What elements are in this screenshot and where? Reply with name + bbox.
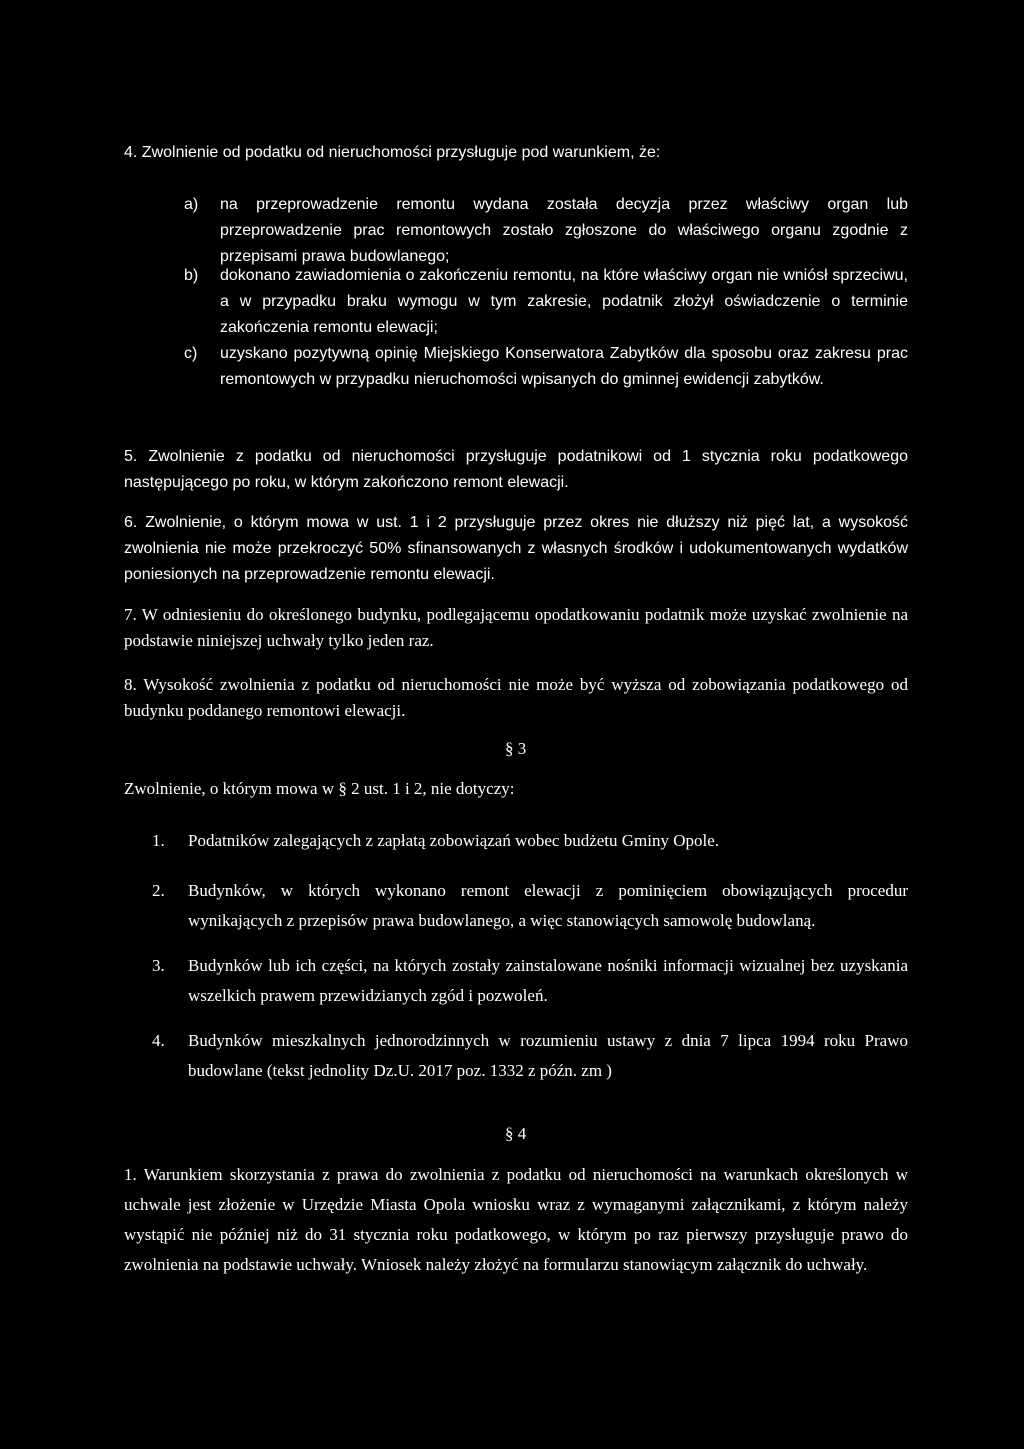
section-3-intro: Zwolnienie, o którym mowa w § 2 ust. 1 i 2, nie dotyczy: — [124, 779, 515, 798]
paragraph-4-item-a — [184, 192, 908, 270]
exclusion-item-3-text: Budynków lub ich części, na których zostały zainstalowane nośniki informacji wizualnej bez uzyskania wszelkich prawem przewidzianych zgód i pozwoleń. — [188, 956, 908, 1005]
exclusion-item-2 — [124, 876, 908, 936]
exclusion-item-2-number: 2. — [152, 881, 165, 900]
exclusion-item-4-number: 4. — [152, 1031, 165, 1050]
paragraph-5: 5. Zwolnienie z podatku od nieruchomości przysługuje podatnikowi od 1 stycznia roku podatkowego następującego po roku, w którym zakończono remont elewacji. — [124, 448, 908, 491]
exclusion-item-1-number: 1. — [152, 831, 165, 850]
item-a-mark: a) — [184, 196, 199, 213]
paragraph-7: 7. W odniesieniu do określonego budynku, podlegającemu opodatkowaniu podatnik może uzyskać zwolnienie na podstawie niniejszej uchwały tylko jeden raz. — [124, 605, 908, 650]
section-4-heading: § 4 — [505, 1124, 527, 1143]
paragraph-6: 6. Zwolnienie, o którym mowa w ust. 1 i 2 przysługuje przez okres nie dłuższy niż pięć lat, a wysokość zwolnienia nie może przekroczyć 50% sfinansowanych z własnych środków i udokumentowanych wydatków poniesionych na przeprowadzenie remontu elewacji. — [124, 514, 908, 583]
paragraph-4-item-c — [184, 341, 908, 393]
item-b-mark: b) — [184, 267, 199, 284]
exclusion-item-3-number: 3. — [152, 956, 165, 975]
exclusion-item-4-text: Budynków mieszkalnych jednorodzinnych w rozumieniu ustawy z dnia 7 lipca 1994 roku Prawo budowlane (tekst jednolity Dz.U. 2017 poz. 1332 z późn. zm ) — [188, 1031, 908, 1080]
paragraph-4-item-b — [184, 263, 908, 341]
item-c-text: uzyskano pozytywną opinię Miejskiego Konserwatora Zabytków dla sposobu oraz zakresu prac remontowych w przypadku nieruchomości wpisanych do gminnej ewidencji zabytków. — [220, 345, 908, 388]
exclusion-item-2-text: Budynków, w których wykonano remont elewacji z pominięciem obowiązujących procedur wynikających z przepisów prawa budowlanego, a więc stanowiących samowolę budowlaną. — [188, 881, 908, 930]
paragraph-4-intro: 4. Zwolnienie od podatku od nieruchomości przysługuje pod warunkiem, że: — [124, 144, 661, 161]
section-3-heading: § 3 — [505, 739, 527, 758]
paragraph-8: 8. Wysokość zwolnienia z podatku od nieruchomości nie może być wyższa od zobowiązania podatkowego od budynku poddanego remontowi elewacji. — [124, 675, 908, 720]
item-c-mark: c) — [184, 345, 198, 362]
item-b-text: dokonano zawiadomienia o zakończeniu remontu, na które właściwy organ nie wniósł sprzeciwu, a w przypadku braku wymogu w tym zakresie, podatnik złożył oświadczenie o terminie zakończenia remontu elewacji; — [220, 267, 908, 336]
item-a-text: na przeprowadzenie remontu wydana została decyzja przez właściwy organ lub przeprowadzenie prac remontowych zostało zgłoszone do właściwego organu zgodnie z przepisami prawa budowlanego; — [220, 196, 908, 265]
exclusion-item-1-text: Podatników zalegających z zapłatą zobowiązań wobec budżetu Gminy Opole. — [188, 831, 720, 850]
section-4-paragraph-1: 1. Warunkiem skorzystania z prawa do zwolnienia z podatku od nieruchomości na warunkach określonych w uchwale jest złożenie w Urzędzie Miasta Opola wniosku wraz z wymaganymi załącznikami, z którym należy wystąpić nie później niż do 31 stycznia roku podatkowego, w którym po raz pierwszy przysługuje prawo do zwolnienia na podstawie uchwały. Wniosek należy złożyć na formularzu stanowiącym załącznik do uchwały. — [124, 1165, 908, 1274]
exclusion-item-3 — [124, 951, 908, 1011]
exclusion-item-1 — [124, 826, 908, 856]
exclusion-item-4 — [124, 1026, 908, 1086]
